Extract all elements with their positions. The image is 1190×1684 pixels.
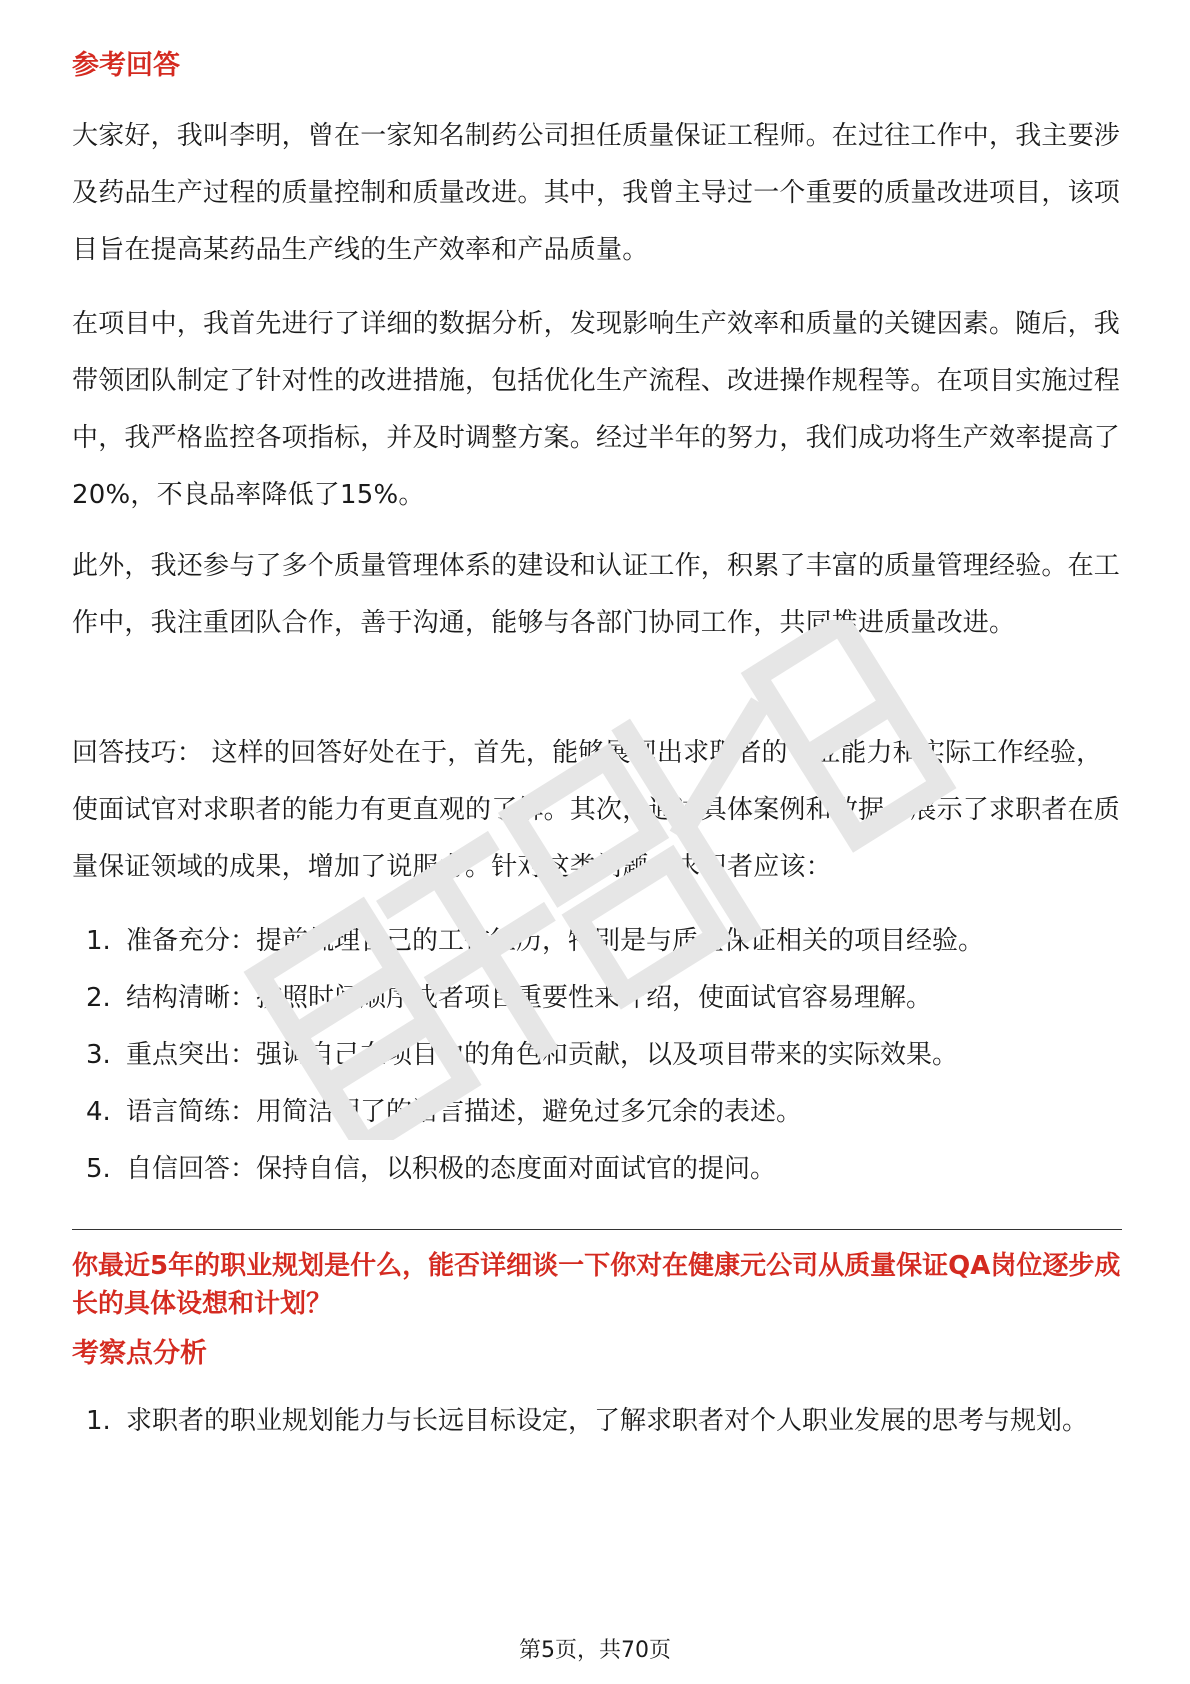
list-text: 准备充分：提前梳理自己的工作经历，特别是与质量保证相关的项目经验。 <box>126 926 985 956</box>
list-text: 重点突出：强调自己在项目中的角色和贡献，以及项目带来的实际效果。 <box>126 1040 959 1070</box>
list-number: 5. <box>86 1154 111 1184</box>
list-number: 1. <box>86 926 111 956</box>
list-item <box>72 970 1122 1027</box>
document-page <box>72 0 1122 1684</box>
paragraph-intro: 大家好，我叫李明，曾在一家知名制药公司担任质量保证工程师。在过往工作中，我主要涉及药品生产过程的质量控制和质量改进。其中，我曾主导过一个重要的质量改进项目，该项目旨在提高某药品生产线的生产效率和产品质量。 <box>72 121 1121 265</box>
list-item <box>72 1027 1122 1084</box>
page-footer: 第5页，共70页 <box>519 1638 671 1663</box>
analysis-list <box>72 1393 1122 1450</box>
list-text: 求职者的职业规划能力与长远目标设定，了解求职者对个人职业发展的思考与规划。 <box>126 1406 1089 1436</box>
list-item <box>72 1084 1122 1141</box>
list-text: 结构清晰：按照时间顺序或者项目重要性来介绍，使面试官容易理解。 <box>126 983 933 1013</box>
paragraph-project: 在项目中，我首先进行了详细的数据分析，发现影响生产效率和质量的关键因素。随后，我带领团队制定了针对性的改进措施，包括优化生产流程、改进操作规程等。在项目实施过程中，我严格监控各项指标，并及时调整方案。经过半年的努力，我们成功将生产效率提高了20%，不良品率降低了15%。 <box>72 309 1121 510</box>
question-heading: 你最近5年的职业规划是什么，能否详细谈一下你对在健康元公司从质量保证QA岗位逐步成长的具体设想和计划？ <box>72 1251 1121 1319</box>
answer-heading: 参考回答 <box>72 50 180 81</box>
analysis-heading: 考察点分析 <box>72 1338 207 1369</box>
list-item <box>72 1141 1122 1198</box>
list-text: 自信回答：保持自信，以积极的态度面对面试官的提问。 <box>126 1154 777 1184</box>
list-text: 语言简练：用简洁明了的语言描述，避免过多冗余的表述。 <box>126 1097 803 1127</box>
tips-list <box>72 913 1122 1198</box>
list-item <box>72 1393 1122 1450</box>
paragraph-tips-intro: 回答技巧： 这样的回答好处在于，首先，能够展现出求职者的专业能力和实际工作经验，使面试官对求职者的能力有更直观的了解。其次，通过具体案例和数据，展示了求职者在质量保证领域的成果，增加了说服力。针对这类问题，求职者应该： <box>72 738 1121 882</box>
list-number: 4. <box>86 1097 111 1127</box>
list-number: 3. <box>86 1040 111 1070</box>
list-item <box>72 913 1122 970</box>
paragraph-experience: 此外，我还参与了多个质量管理体系的建设和认证工作，积累了丰富的质量管理经验。在工作中，我注重团队合作，善于沟通，能够与各部门协同工作，共同推进质量改进。 <box>72 551 1121 638</box>
list-number: 2. <box>86 983 111 1013</box>
section-divider <box>72 1229 1122 1230</box>
list-number: 1. <box>86 1406 111 1436</box>
